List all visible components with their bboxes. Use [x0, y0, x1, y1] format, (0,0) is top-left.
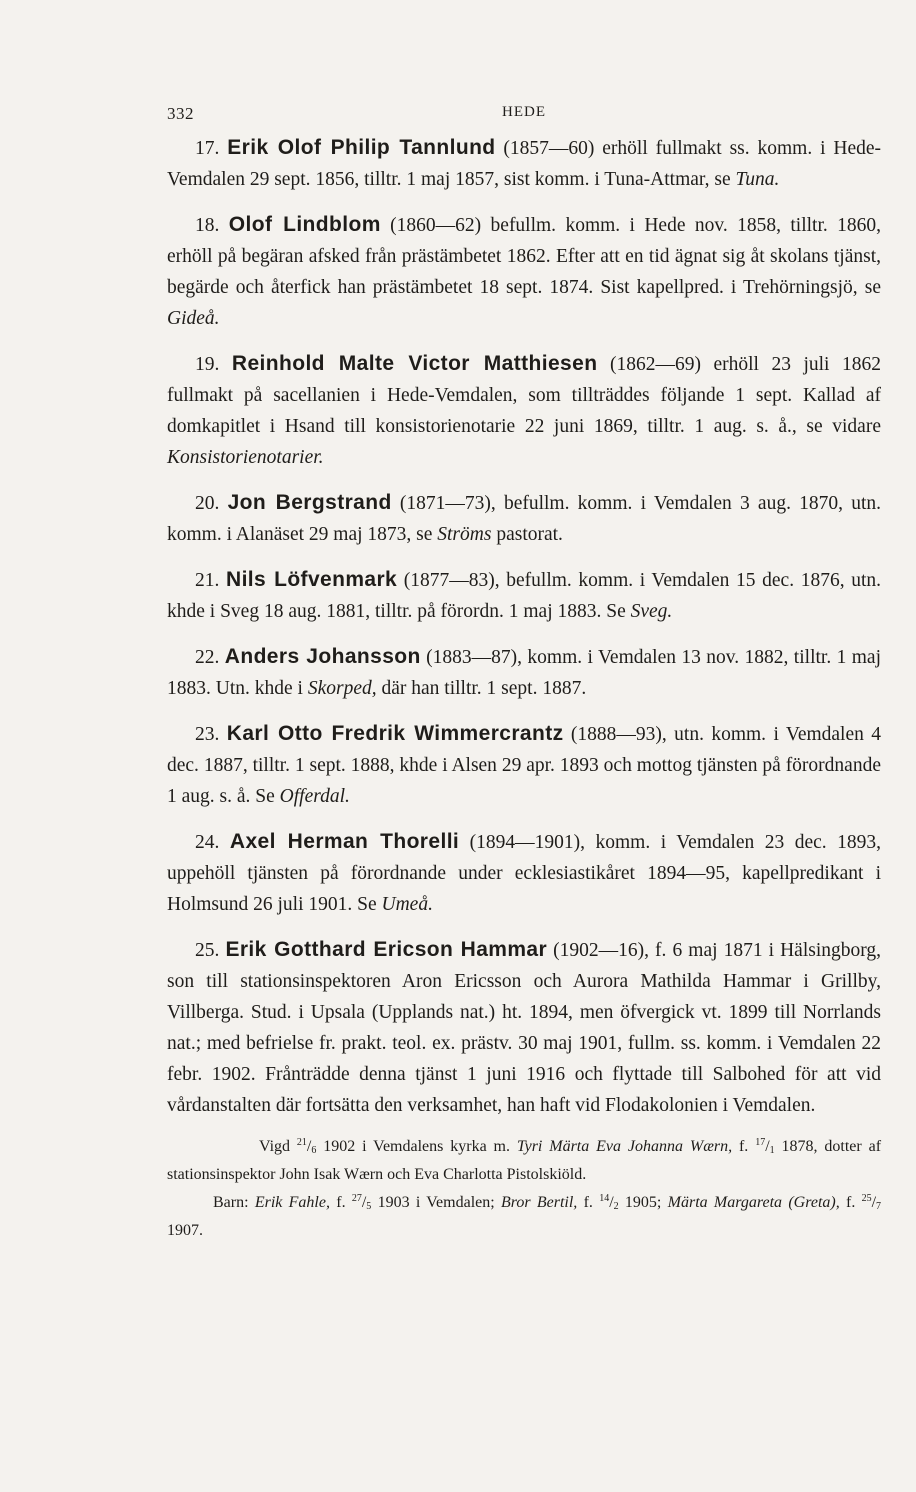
entry-reference: Konsistorienotarier.	[167, 447, 324, 468]
entry-text: (1862—69) erhöll 23 juli 1862 fullmakt på sacellanien i Hede-Vemdalen, som tillträddes följande 1 sept. Kallad af domkapitlet i Hsand till konsistorienotarie 22 juni 1869, tilltr. 1 aug. s. å., se vidare	[167, 354, 881, 437]
entry-name: Olof Lindblom	[228, 213, 381, 236]
entry-paragraph	[167, 132, 881, 195]
entry-paragraph	[167, 641, 881, 704]
entry-paragraph	[167, 826, 881, 920]
entry-number: 17.	[195, 138, 220, 159]
entry-number: 25.	[195, 940, 220, 961]
entry-name: Jon Bergstrand	[227, 491, 392, 514]
entry-reference: Tuna.	[735, 169, 780, 190]
entry-tail: där han tilltr. 1 sept. 1887.	[376, 678, 587, 699]
running-title: HEDE	[502, 104, 546, 120]
entry-reference: Umeå.	[381, 894, 433, 915]
entry-reference: Gideå.	[167, 308, 220, 329]
entry-number: 20.	[195, 493, 220, 514]
entry-reference: Ströms	[437, 524, 492, 545]
entry-reference: Skorped,	[307, 678, 377, 699]
entry-text: (1877—83), befullm. komm. i Vemdalen 15 dec. 1876, utn. khde i Sveg 18 aug. 1881, tilltr. på förordn. 1 maj 1883. Se	[167, 570, 881, 622]
entry-text: (1888—93), utn. komm. i Vemdalen 4 dec. 1887, tilltr. 1 sept. 1888, khde i Alsen 29 apr. 1893 och mottog tjänsten på förordnande 1 aug. s. å. Se	[167, 724, 882, 807]
entry-text: (1871—73), befullm. komm. i Vemdalen 3 aug. 1870, utn. komm. i Alanäset 29 maj 1873, se	[167, 493, 882, 545]
page-number: 332	[167, 104, 194, 123]
child-name: Bror Bertil,	[500, 1194, 578, 1211]
entries-list	[167, 132, 881, 1121]
entry-number: 23.	[195, 724, 220, 745]
family-note	[167, 1131, 881, 1243]
entry-text: (1883—87), komm. i Vemdalen 13 nov. 1882, tilltr. 1 maj 1883. Utn. khde i	[167, 647, 881, 699]
children-line: Barn: Erik Fahle, f. $^{27}/_5$ 1903 i Vemdalen; Bror Bertil, f. $^{14}/_2$ 1905; Märta Margareta (Greta), f. $^{25}/_7$ 1907.	[167, 1193, 882, 1239]
entry-reference: Offerdal.	[279, 786, 350, 807]
marriage-line: Vigd $^{21}/_6$ 1902 i Vemdalens kyrka m. Tyri Märta Eva Johanna Wærn, f. $^{17}/_1$ 1878, dotter af stationsinspektor John Isak Wærn och Eva Charlotta Pistolskiöld.	[167, 1137, 882, 1183]
child-name: Märta Margareta (Greta),	[667, 1194, 840, 1211]
entry-text: (1860—62) befullm. komm. i Hede nov. 1858, tilltr. 1860, erhöll på begäran afsked från prästämbetet 1862. Efter att en tid ägnat sig åt skolans tjänst, begärde och återfick han prästämbetet 18 sept. 1874. Sist kapellpred. i Trehörningsjö, se	[167, 215, 881, 298]
entry-name: Erik Gotthard Ericson Hammar	[225, 938, 548, 961]
entry-tail: pastorat.	[491, 524, 563, 545]
entry-name: Reinhold Malte Victor Matthiesen	[231, 352, 598, 375]
entry-number: 22.	[195, 647, 220, 668]
entry-paragraph	[167, 348, 881, 473]
entry-name: Axel Herman Thorelli	[229, 830, 460, 853]
entry-name: Karl Otto Fredrik Wimmercrantz	[226, 722, 564, 745]
page-content	[167, 104, 881, 1243]
entry-paragraph	[167, 718, 881, 812]
entry-number: 21.	[195, 570, 220, 591]
entry-number: 18.	[195, 215, 220, 236]
entry-name: Nils Löfvenmark	[226, 568, 398, 591]
entry-text: (1857—60) erhöll fullmakt ss. komm. i Hede-Vemdalen 29 sept. 1856, tilltr. 1 maj 1857, sist komm. i Tuna-Attmar, se	[167, 138, 882, 190]
entry-reference: Sveg.	[630, 601, 673, 622]
entry-number: 19.	[195, 354, 220, 375]
running-head	[167, 104, 881, 132]
entry-paragraph	[167, 487, 881, 550]
entry-text: (1902—16), f. 6 maj 1871 i Hälsingborg, son till stationsinspektoren Aron Ericsson och Aurora Mathilda Hammar i Grillby, Villberga. Stud. i Upsala (Upplands nat.) ht. 1894, men öfvergick vt. 1899 till Norrlands nat.; med befrielse fr. prakt. teol. ex. prästv. 30 maj 1901, fullm. ss. komm. i Vemdalen 22 febr. 1902. Frånträdde denna tjänst 1 juni 1916 och flyttade till Salbohed för att vid vårdanstalten där fortsätta den verksamhet, han haft vid Flodakolonien i Vemdalen.	[167, 940, 882, 1116]
entry-paragraph	[167, 934, 881, 1121]
entry-name: Anders Johansson	[224, 645, 421, 668]
entry-paragraph	[167, 564, 881, 627]
entry-text: (1894—1901), komm. i Vemdalen 23 dec. 1893, uppehöll tjänsten på förordnande under ecklesiastikåret 1894—95, kapellpredikant i Holmsund 26 juli 1901. Se	[167, 832, 882, 915]
wife-name: Tyri Märta Eva Johanna Wærn,	[516, 1138, 733, 1155]
entry-name: Erik Olof Philip Tannlund	[227, 136, 496, 159]
entry-paragraph	[167, 209, 881, 334]
child-name: Erik Fahle,	[254, 1194, 330, 1211]
entry-number: 24.	[195, 832, 220, 853]
